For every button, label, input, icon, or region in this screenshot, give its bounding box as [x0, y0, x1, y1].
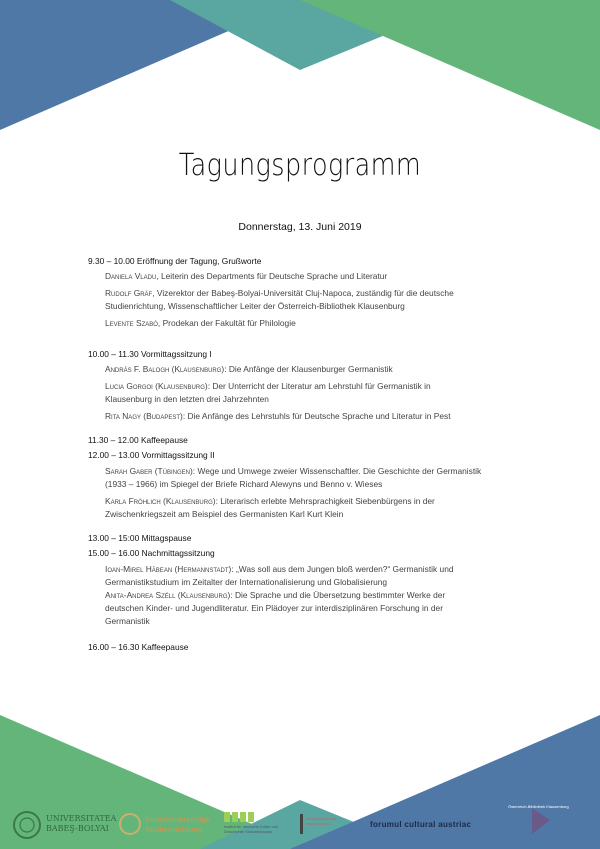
ikgs-logo-icon — [224, 812, 260, 822]
speaker-entry: Anita-Andrea Széll (Klausenburg): Die Sprache und die Übersetzung bestimmter Werke der — [105, 590, 446, 600]
ikgs-logo-text: Institut für deutsche Kultur und Geschichte Südosteuropas — [224, 824, 279, 834]
speaker-entry: András F. Balogh (Klausenburg): Die Anfänge der Klausenburger Germanistik — [105, 364, 393, 374]
dsk-logo-icon — [118, 812, 142, 836]
speaker-entry: Karla Fröhlich (Klausenburg): Literarisch erlebte Mehrsprachigkeit Siebenbürgens in der — [105, 496, 435, 506]
session-heading: 15.00 – 16.00 Nachmittagssitzung — [88, 548, 215, 558]
government-eagle-icon — [300, 814, 340, 834]
speaker-entry: Lucia Gorgoi (Klausenburg): Der Unterricht der Literatur am Lehrstuhl für Germanistik in — [105, 381, 431, 391]
speaker-entry: Levente Szabó, Prodekan der Fakultät für Philologie — [105, 318, 296, 328]
session-heading: 10.00 – 11.30 Vormittagssitzung I — [88, 349, 212, 359]
speaker-entry-cont: Germanistik — [105, 616, 150, 626]
speaker-entry: Sarah Gaber (Tübingen): Wege und Umwege zweier Wissenschaftler. Die Geschichte der Germanistik — [105, 466, 482, 476]
speaker-entry-cont: deutschen Kinder- und Jugendliteratur. Ein Plädoyer zur interdisziplinären Forschung in der — [105, 603, 443, 613]
sponsor-logos — [0, 800, 600, 849]
speaker-entry-cont: (1933 – 1966) im Spiegel der Briefe Richard Alewyns und Benno v. Wieses — [105, 479, 383, 489]
program-date: Donnerstag, 13. Juni 2019 — [238, 221, 362, 233]
speaker-entry-cont: Klausenburg in den letzten drei Jahrzehnten — [105, 394, 269, 404]
dsk-logo-text: Deutschsprachige Studienrichtung — [145, 815, 211, 834]
speaker-entry-cont: Zwischenkriegszeit am Beispiel des Germanisten Karl Kurt Klein — [105, 509, 344, 519]
speaker-entry-cont: Studienrichtung, Wissenschaftlicher Leiter der Österreich-Bibliothek Klausenburg — [105, 301, 405, 311]
ubb-logo-text: UNIVERSITATEA BABEŞ-BOLYAI — [46, 814, 117, 833]
obk-logo-text: Österreich-Bibliothek Klausenburg — [508, 804, 569, 809]
session-heading: 13.00 – 15:00 Mittagspause — [88, 533, 192, 543]
session-heading: 9.30 – 10.00 Eröffnung der Tagung, Grußworte — [88, 256, 262, 266]
speaker-entry: Ioan-Mirel Hăbean (Hermannstadt): „Was soll aus dem Jungen bloß werden?“ Germanistik und — [105, 564, 454, 574]
session-heading: 16.00 – 16.30 Kaffeepause — [88, 642, 189, 652]
session-heading: 11.30 – 12.00 Kaffeepause — [88, 435, 188, 445]
speaker-entry: Rudolf Gräf, Vizerektor der Babeş-Bolyai-Universität Cluj-Napoca, zuständig für die deutsche — [105, 288, 454, 298]
speaker-entry-cont: Germanistikstudium im Zeitalter der Internationalisierung und Globalisierung — [105, 577, 388, 587]
fca-logo-text: forumul cultural austriac — [370, 820, 472, 829]
obk-logo-icon — [530, 806, 552, 836]
top-right-green-shape — [300, 0, 600, 130]
page-title: Tagungsprogramm — [178, 148, 422, 183]
ubb-seal-icon — [12, 810, 42, 840]
speaker-entry: Rita Nagy (Budapest): Die Anfänge des Lehrstuhls für Deutsche Sprache und Literatur in Pest — [105, 411, 451, 421]
session-heading: 12.00 – 13.00 Vormittagssitzung II — [88, 450, 215, 460]
speaker-entry: Daniela Vladu, Leiterin des Departments für Deutsche Sprache und Literatur — [105, 271, 388, 281]
